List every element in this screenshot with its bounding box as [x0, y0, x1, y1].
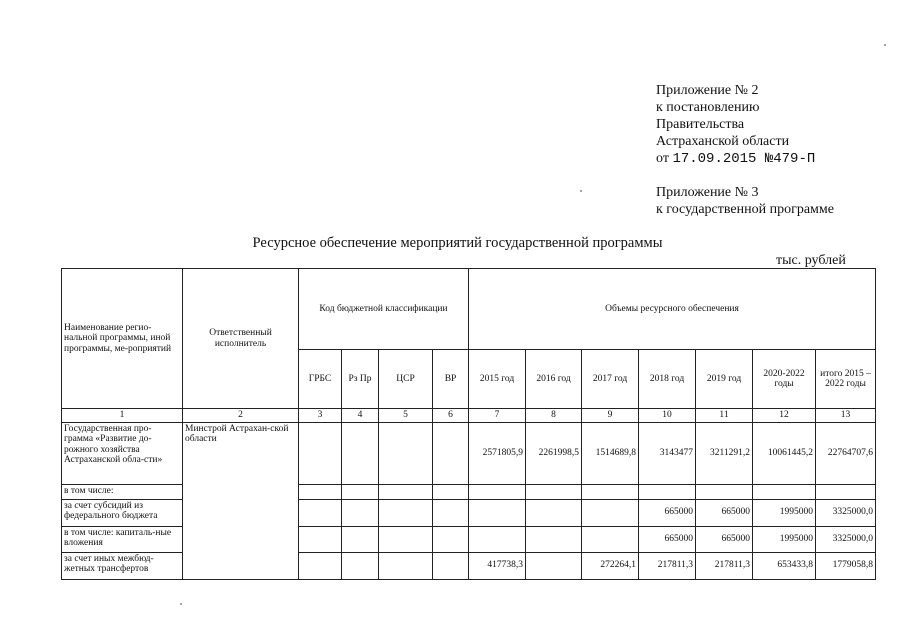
value-cell: 653433,8: [753, 552, 816, 579]
col-number: 13: [816, 409, 876, 423]
header-csr: ЦСР: [379, 350, 433, 409]
col-number: 5: [379, 409, 433, 423]
header-total: итого 2015 – 2022 годы: [816, 350, 876, 409]
value-cell: 1514689,8: [582, 422, 639, 484]
value-cell: 2261998,5: [526, 422, 582, 484]
table-row-program: [62, 422, 876, 484]
row-executor: Минстрой Астрахан-ской области: [183, 422, 299, 579]
annex-decree-number: Приложение № 2: [656, 83, 759, 98]
header-2020-2022: 2020-2022 годы: [753, 350, 816, 409]
col-number: 2: [183, 409, 299, 423]
row-name-capital: в том числе: капиталь-ные вложения: [62, 526, 183, 552]
row-name-program: Государственная про-грамма «Развитие до-рожного хозяйства Астраханской обла-сти»: [62, 422, 183, 484]
value-cell: 665000: [639, 526, 696, 552]
value-cell: [526, 499, 582, 526]
col-number: 6: [433, 409, 469, 423]
value-cell: 417738,3: [469, 552, 526, 579]
header-rzpr: Рз Пр: [342, 350, 379, 409]
annex-decree-date-line: [656, 150, 815, 168]
annex-decree-line2: к постановлению: [656, 100, 760, 115]
col-number: 8: [526, 409, 582, 423]
value-cell: 3211291,2: [696, 422, 753, 484]
col-number: 10: [639, 409, 696, 423]
value-cell: [469, 526, 526, 552]
col-number: 3: [299, 409, 342, 423]
column-number-row: [62, 409, 876, 423]
value-cell: 3325000,0: [816, 499, 876, 526]
annex-decree-date: 17.09.2015 №479-П: [672, 151, 816, 167]
annex-decree-line4: Астраханской области: [656, 134, 790, 149]
header-name: Наименование регио-нальной программы, иной программы, ме-роприятий: [62, 269, 183, 409]
annex-program-number: Приложение № 3: [656, 185, 759, 200]
value-cell: 217811,3: [696, 552, 753, 579]
header-2016: 2016 год: [526, 350, 582, 409]
annex-decree-date-prefix: от: [656, 151, 669, 166]
scan-speck: [580, 190, 582, 192]
header-2017: 2017 год: [582, 350, 639, 409]
col-number: 11: [696, 409, 753, 423]
col-number: 4: [342, 409, 379, 423]
row-name-federal: за счет субсидий из федерального бюджета: [62, 499, 183, 526]
value-cell: 1779058,8: [816, 552, 876, 579]
value-cell: 1995000: [753, 499, 816, 526]
unit-label: тыс. рублей: [776, 253, 846, 268]
header-2019: 2019 год: [696, 350, 753, 409]
value-cell: 22764707,6: [816, 422, 876, 484]
value-cell: 665000: [696, 499, 753, 526]
header-budget-code: Код бюджетной классификации: [299, 269, 469, 350]
header-volumes: Объемы ресурсного обеспечения: [469, 269, 876, 350]
value-cell: 665000: [639, 499, 696, 526]
value-cell: [469, 499, 526, 526]
resource-table: [61, 268, 876, 580]
header-executor: Ответственный исполнитель: [183, 269, 299, 409]
value-cell: 10061445,2: [753, 422, 816, 484]
value-cell: 665000: [696, 526, 753, 552]
value-cell: [582, 499, 639, 526]
col-number: 7: [469, 409, 526, 423]
annex-program-line2: к государственной программе: [656, 202, 834, 217]
value-cell: [526, 552, 582, 579]
annex-decree-block: [656, 82, 815, 168]
col-number: 9: [582, 409, 639, 423]
header-vr: ВР: [433, 350, 469, 409]
header-grbs: ГРБС: [299, 350, 342, 409]
scan-speck: [180, 603, 182, 605]
header-2018: 2018 год: [639, 350, 696, 409]
value-cell: [526, 526, 582, 552]
value-cell: 217811,3: [639, 552, 696, 579]
document-title: Ресурсное обеспечение мероприятий государственной программы: [252, 235, 663, 251]
header-2015: 2015 год: [469, 350, 526, 409]
value-cell: 1995000: [753, 526, 816, 552]
value-cell: 2571805,9: [469, 422, 526, 484]
scan-speck: [884, 44, 886, 46]
value-cell: [582, 526, 639, 552]
col-number: 12: [753, 409, 816, 423]
annex-decree-line3: Правительства: [656, 117, 745, 132]
annex-program-block: [656, 184, 834, 218]
col-number: 1: [62, 409, 183, 423]
value-cell: 3143477: [639, 422, 696, 484]
row-name-including: в том числе:: [62, 484, 183, 499]
header-row-1: [62, 269, 876, 350]
value-cell: 3325000,0: [816, 526, 876, 552]
value-cell: 272264,1: [582, 552, 639, 579]
row-name-transfers: за счет иных межбюд-жетных трансфертов: [62, 552, 183, 579]
